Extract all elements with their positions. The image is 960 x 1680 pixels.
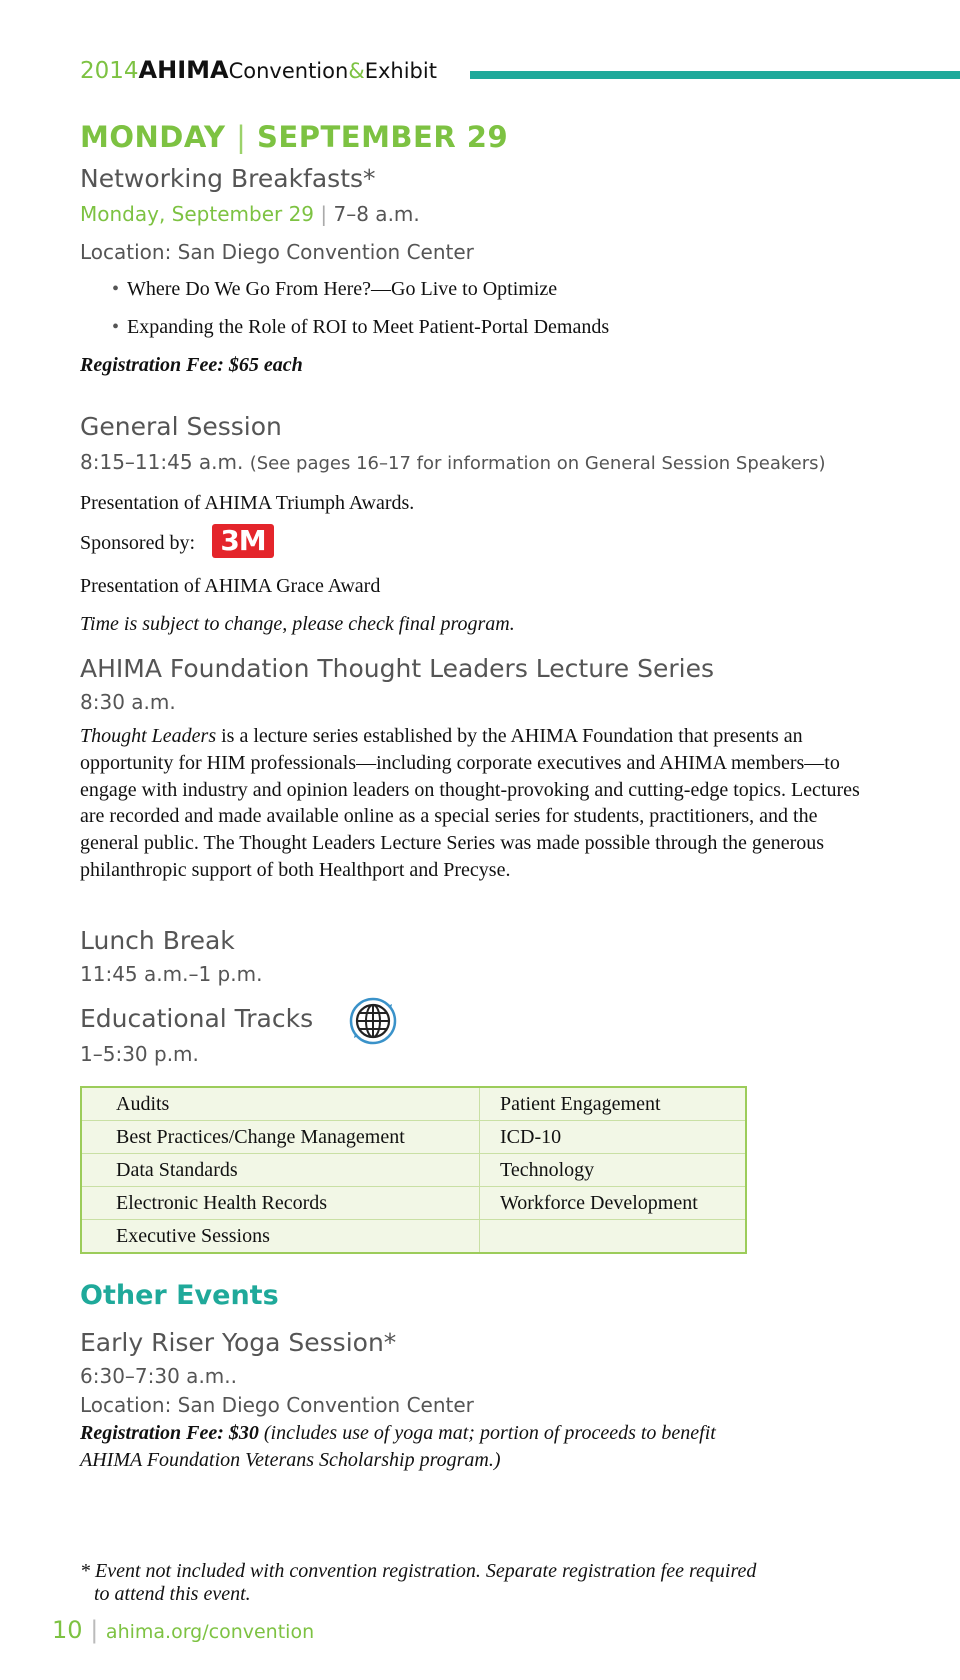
table-row xyxy=(81,1121,746,1154)
yoga-fee: Registration Fee: $30 xyxy=(80,1422,259,1444)
footnote-line-2: to attend this event. xyxy=(94,1583,251,1605)
day-weekday: MONDAY xyxy=(80,120,226,154)
time-disclaimer: Time is subject to change, please check final program. xyxy=(80,613,515,635)
yoga-title xyxy=(80,1328,396,1357)
day-separator: | xyxy=(236,120,247,154)
general-time-row xyxy=(80,450,826,474)
bullet-text: Where Do We Go From Here?—Go Live to Optimize xyxy=(127,278,558,300)
thought-leaders-italic: Thought Leaders xyxy=(80,725,217,747)
track-cell: Best Practices/Change Management xyxy=(81,1121,480,1154)
table-row xyxy=(81,1220,746,1254)
networking-date: Monday, September 29 xyxy=(80,202,315,226)
header-year: 2014 xyxy=(80,58,139,84)
general-note: (See pages 16–17 for information on General Session Speakers) xyxy=(249,453,826,474)
header-brand: AHIMA xyxy=(138,56,229,84)
table-row xyxy=(81,1087,746,1121)
table-row xyxy=(81,1154,746,1187)
footer-sep: | xyxy=(90,1616,99,1644)
footer-url: ahima.org/convention xyxy=(105,1621,315,1643)
foundation-paragraph xyxy=(80,723,860,884)
track-cell: Audits xyxy=(81,1087,480,1121)
networking-title-text: Networking Breakfasts xyxy=(80,164,364,193)
header-logo xyxy=(80,56,437,86)
general-title: General Session xyxy=(80,412,282,441)
networking-bullet-1: • Where Do We Go From Here?—Go Live to Optimize xyxy=(112,278,558,300)
general-time: 8:15–11:45 a.m. xyxy=(80,450,244,474)
tracks-title: Educational Tracks xyxy=(80,1004,314,1033)
header-exhibit: Exhibit xyxy=(364,59,437,83)
foundation-title: AHIMA Foundation Thought Leaders Lecture Series xyxy=(80,654,714,683)
table-row xyxy=(81,1187,746,1220)
track-cell: Data Standards xyxy=(81,1154,480,1187)
networking-location: Location: San Diego Convention Center xyxy=(80,240,474,264)
networking-time: 7–8 a.m. xyxy=(333,202,420,226)
networking-asterisk: * xyxy=(363,164,376,193)
footnote-line-1: * Event not included with convention registration. Separate registration fee required xyxy=(80,1560,757,1582)
networking-sep: | xyxy=(320,202,328,226)
yoga-fee-line-2: AHIMA Foundation Veterans Scholarship program.) xyxy=(80,1449,501,1471)
track-cell: Technology xyxy=(480,1154,747,1187)
networking-datetime xyxy=(80,202,420,226)
track-cell: Workforce Development xyxy=(480,1187,747,1220)
yoga-time: 6:30–7:30 a.m.. xyxy=(80,1364,237,1388)
yoga-title-text: Early Riser Yoga Session xyxy=(80,1328,384,1357)
networking-title xyxy=(80,164,376,193)
track-cell: Executive Sessions xyxy=(116,1224,270,1247)
footnote xyxy=(80,1560,840,1606)
track-cell: Electronic Health Records xyxy=(81,1187,480,1220)
track-cell: Patient Engagement xyxy=(480,1087,747,1121)
triumph-awards: Presentation of AHIMA Triumph Awards. xyxy=(80,492,415,514)
header-amp: & xyxy=(348,59,365,83)
lunch-title: Lunch Break xyxy=(80,926,235,955)
tracks-time: 1–5:30 p.m. xyxy=(80,1042,199,1066)
3m-logo: 3M xyxy=(212,524,274,558)
yoga-location: Location: San Diego Convention Center xyxy=(80,1393,474,1417)
foundation-time: 8:30 a.m. xyxy=(80,690,176,714)
header-rule xyxy=(470,71,960,79)
page-number: 10 xyxy=(52,1616,83,1644)
other-events-heading: Other Events xyxy=(80,1280,279,1311)
page-footer xyxy=(52,1616,314,1644)
grace-award: Presentation of AHIMA Grace Award xyxy=(80,575,381,597)
track-cell xyxy=(480,1220,747,1254)
tracks-table xyxy=(80,1086,747,1254)
bullet-text: Expanding the Role of ROI to Meet Patient-Portal Demands xyxy=(127,316,610,338)
track-cell: ICD-10 xyxy=(480,1121,747,1154)
lunch-time: 11:45 a.m.–1 p.m. xyxy=(80,962,263,986)
day-date: SEPTEMBER 29 xyxy=(257,120,509,154)
yoga-asterisk: * xyxy=(383,1328,397,1357)
yoga-fee-detail: (includes use of yoga mat; portion of proceeds to benefit xyxy=(258,1422,716,1444)
yoga-fee-line-1 xyxy=(80,1422,716,1445)
foundation-paragraph-text: is a lecture series established by the AHIMA Foundation that presents an opportunity for HIM professionals—including corporate executives and AHIMA members—to engage with industry and opinion leaders on thought-provoking and cutting-edge topics. Lectures are recorded and made available online as a special series for students, practitioners, and the general public. The Thought Leaders Lecture Series was made possible through the generous philanthropic support of both Healthport and Precyse. xyxy=(80,725,860,881)
networking-bullet-2: • Expanding the Role of ROI to Meet Patient-Portal Demands xyxy=(112,316,610,338)
sponsored-by: Sponsored by: xyxy=(80,532,195,554)
day-heading xyxy=(80,120,508,154)
header-convention: Convention xyxy=(228,59,349,83)
networking-fee: Registration Fee: $65 each xyxy=(80,354,303,376)
globe-icon xyxy=(348,996,398,1046)
